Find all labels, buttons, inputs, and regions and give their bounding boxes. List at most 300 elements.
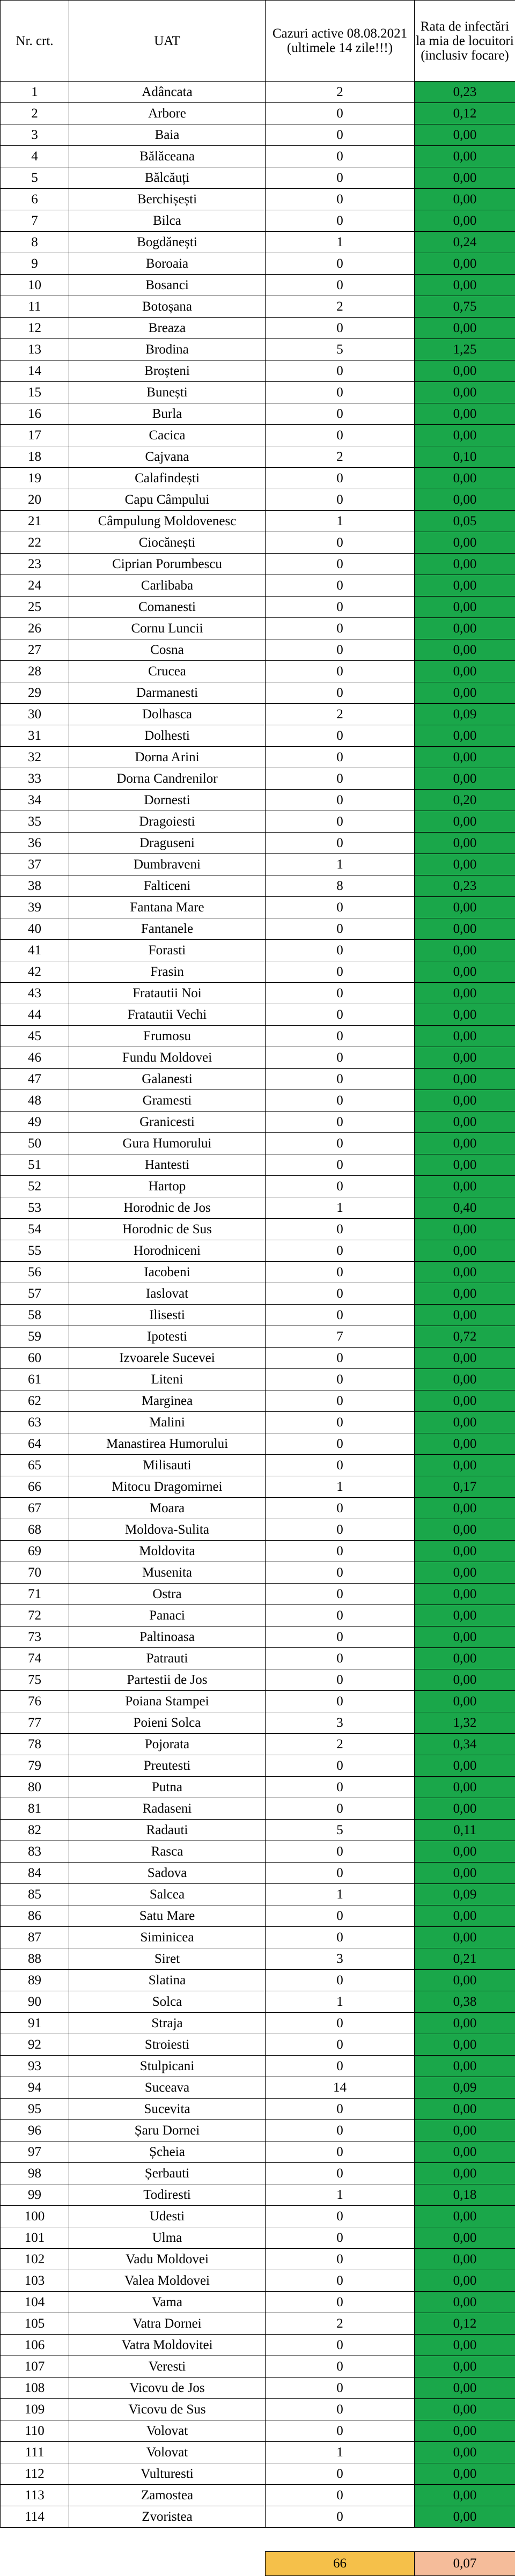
header-rate: Rata de infectări la mia de locuitori (inclusiv focare) bbox=[415, 1, 515, 82]
cell-rate: 0,00 bbox=[415, 2141, 515, 2163]
cell-nr: 20 bbox=[1, 489, 69, 511]
cell-uat: Stroiesti bbox=[69, 2034, 266, 2056]
table-row bbox=[1, 1262, 515, 1283]
cell-cases: 0 bbox=[266, 2356, 415, 2378]
cell-cases: 0 bbox=[266, 1412, 415, 1433]
cell-nr: 78 bbox=[1, 1734, 69, 1755]
cell-uat: Bunești bbox=[69, 382, 266, 403]
cell-rate: 0,00 bbox=[415, 1541, 515, 1562]
cell-uat: Cacica bbox=[69, 425, 266, 446]
cell-nr: 44 bbox=[1, 1004, 69, 1026]
cell-nr: 56 bbox=[1, 1262, 69, 1283]
cell-uat: Bălăceana bbox=[69, 146, 266, 167]
table-row bbox=[1, 1219, 515, 1240]
cell-cases: 0 bbox=[266, 489, 415, 511]
cell-cases: 1 bbox=[266, 1884, 415, 1905]
table-row bbox=[1, 167, 515, 189]
cell-cases: 0 bbox=[266, 1283, 415, 1305]
cell-nr: 108 bbox=[1, 2378, 69, 2399]
table-row bbox=[1, 1305, 515, 1326]
cell-rate: 0,00 bbox=[415, 2249, 515, 2270]
table-row bbox=[1, 597, 515, 618]
cell-rate: 0,00 bbox=[415, 725, 515, 747]
table-row bbox=[1, 1734, 515, 1755]
cell-cases: 0 bbox=[266, 725, 415, 747]
table-row bbox=[1, 296, 515, 318]
table-row bbox=[1, 489, 515, 511]
cell-uat: Fratautii Noi bbox=[69, 983, 266, 1004]
table-row bbox=[1, 1798, 515, 1820]
table-header bbox=[1, 1, 515, 82]
cell-rate: 0,00 bbox=[415, 2270, 515, 2292]
cell-cases: 0 bbox=[266, 1154, 415, 1176]
cell-cases: 0 bbox=[266, 1584, 415, 1605]
cell-uat: Todiresti bbox=[69, 2184, 266, 2206]
table-row bbox=[1, 1326, 515, 1348]
cell-uat: Ciprian Porumbescu bbox=[69, 554, 266, 575]
cell-cases: 0 bbox=[266, 2227, 415, 2249]
cell-cases: 0 bbox=[266, 1669, 415, 1691]
cell-uat: Slatina bbox=[69, 1970, 266, 1991]
cell-rate: 0,00 bbox=[415, 1970, 515, 1991]
cell-uat: Stulpicani bbox=[69, 2056, 266, 2077]
cell-nr: 69 bbox=[1, 1541, 69, 1562]
cell-cases: 0 bbox=[266, 1777, 415, 1798]
cell-uat: Liteni bbox=[69, 1369, 266, 1390]
table-row bbox=[1, 1777, 515, 1798]
cell-cases: 0 bbox=[266, 146, 415, 167]
cell-cases: 1 bbox=[266, 2442, 415, 2463]
cell-rate: 0,00 bbox=[415, 1154, 515, 1176]
cell-uat: Paltinoasa bbox=[69, 1626, 266, 1648]
cell-rate: 0,00 bbox=[415, 275, 515, 296]
cell-cases: 0 bbox=[266, 1755, 415, 1777]
cell-nr: 52 bbox=[1, 1176, 69, 1197]
cell-nr: 3 bbox=[1, 124, 69, 146]
cell-rate: 0,00 bbox=[415, 1605, 515, 1626]
cell-uat: Berchișești bbox=[69, 189, 266, 210]
cell-nr: 81 bbox=[1, 1798, 69, 1820]
cell-rate: 0,00 bbox=[415, 961, 515, 983]
cell-rate: 0,00 bbox=[415, 2442, 515, 2463]
cell-uat: Horodniceni bbox=[69, 1240, 266, 1262]
table-row bbox=[1, 1691, 515, 1712]
table-body bbox=[1, 82, 515, 2528]
cell-nr: 93 bbox=[1, 2056, 69, 2077]
cell-nr: 101 bbox=[1, 2227, 69, 2249]
cell-rate: 0,00 bbox=[415, 1004, 515, 1026]
table-row bbox=[1, 1047, 515, 1069]
cell-cases: 0 bbox=[266, 1798, 415, 1820]
cell-nr: 28 bbox=[1, 661, 69, 682]
cell-rate: 0,00 bbox=[415, 1798, 515, 1820]
cell-cases: 0 bbox=[266, 1455, 415, 1476]
cell-nr: 12 bbox=[1, 318, 69, 339]
cell-uat: Vulturesti bbox=[69, 2463, 266, 2485]
cell-cases: 0 bbox=[266, 1390, 415, 1412]
cell-rate: 0,00 bbox=[415, 2506, 515, 2528]
cell-uat: Dumbraveni bbox=[69, 854, 266, 875]
table-row bbox=[1, 2141, 515, 2163]
cell-cases: 0 bbox=[266, 532, 415, 554]
cell-nr: 104 bbox=[1, 2292, 69, 2313]
cell-rate: 0,00 bbox=[415, 2335, 515, 2356]
cell-nr: 82 bbox=[1, 1820, 69, 1841]
cell-cases: 0 bbox=[266, 2292, 415, 2313]
cell-rate: 0,00 bbox=[415, 747, 515, 768]
cell-cases: 2 bbox=[266, 446, 415, 468]
cell-rate: 0,00 bbox=[415, 854, 515, 875]
cell-uat: Darmanesti bbox=[69, 682, 266, 704]
cell-rate: 0,12 bbox=[415, 2313, 515, 2335]
table-row bbox=[1, 940, 515, 961]
cell-cases: 0 bbox=[266, 1626, 415, 1648]
cell-cases: 0 bbox=[266, 1605, 415, 1626]
cell-rate: 0,00 bbox=[415, 983, 515, 1004]
cell-cases: 0 bbox=[266, 1348, 415, 1369]
cell-cases: 0 bbox=[266, 1541, 415, 1562]
cell-uat: Horodnic de Sus bbox=[69, 1219, 266, 1240]
cell-uat: Burla bbox=[69, 403, 266, 425]
cell-rate: 0,00 bbox=[415, 1691, 515, 1712]
cell-cases: 0 bbox=[266, 1112, 415, 1133]
table-row bbox=[1, 1348, 515, 1369]
cell-nr: 106 bbox=[1, 2335, 69, 2356]
cell-uat: Gramesti bbox=[69, 1090, 266, 1112]
cell-rate: 0,00 bbox=[415, 146, 515, 167]
cell-rate: 0,09 bbox=[415, 2077, 515, 2099]
table-row bbox=[1, 1004, 515, 1026]
cell-rate: 0,23 bbox=[415, 875, 515, 897]
table-row bbox=[1, 682, 515, 704]
cell-cases: 1 bbox=[266, 511, 415, 532]
table-row bbox=[1, 425, 515, 446]
cell-nr: 47 bbox=[1, 1069, 69, 1090]
table-row bbox=[1, 210, 515, 232]
table-row bbox=[1, 639, 515, 661]
table-row bbox=[1, 2485, 515, 2506]
cell-uat: Vatra Dornei bbox=[69, 2313, 266, 2335]
cell-cases: 0 bbox=[266, 382, 415, 403]
header-row bbox=[1, 1, 515, 82]
cell-rate: 0,00 bbox=[415, 189, 515, 210]
table-row bbox=[1, 2335, 515, 2356]
cell-rate: 0,00 bbox=[415, 403, 515, 425]
cell-cases: 5 bbox=[266, 1820, 415, 1841]
table-row bbox=[1, 2163, 515, 2184]
cell-cases: 0 bbox=[266, 2163, 415, 2184]
cell-uat: Gura Humorului bbox=[69, 1133, 266, 1154]
table-row bbox=[1, 961, 515, 983]
cell-nr: 35 bbox=[1, 811, 69, 833]
table-row bbox=[1, 1755, 515, 1777]
cell-cases: 0 bbox=[266, 1240, 415, 1262]
cell-uat: Dolhesti bbox=[69, 725, 266, 747]
cell-cases: 0 bbox=[266, 189, 415, 210]
cell-rate: 0,00 bbox=[415, 833, 515, 854]
cell-cases: 2 bbox=[266, 1734, 415, 1755]
cell-rate: 0,05 bbox=[415, 511, 515, 532]
table-row bbox=[1, 1948, 515, 1970]
cell-nr: 37 bbox=[1, 854, 69, 875]
cell-uat: Straja bbox=[69, 2013, 266, 2034]
table-row bbox=[1, 661, 515, 682]
table-row bbox=[1, 511, 515, 532]
cell-uat: Pojorata bbox=[69, 1734, 266, 1755]
cell-nr: 87 bbox=[1, 1927, 69, 1948]
cell-nr: 109 bbox=[1, 2399, 69, 2420]
cell-uat: Frumosu bbox=[69, 1026, 266, 1047]
cell-cases: 0 bbox=[266, 1369, 415, 1390]
cell-uat: Siminicea bbox=[69, 1927, 266, 1948]
cell-cases: 0 bbox=[266, 2420, 415, 2442]
cell-rate: 0,00 bbox=[415, 2399, 515, 2420]
header-nr: Nr. crt. bbox=[1, 1, 69, 82]
cell-cases: 5 bbox=[266, 339, 415, 360]
cell-nr: 41 bbox=[1, 940, 69, 961]
table-row bbox=[1, 1390, 515, 1412]
table-row bbox=[1, 2420, 515, 2442]
cell-rate: 0,00 bbox=[415, 1626, 515, 1648]
table-row bbox=[1, 2184, 515, 2206]
table-row bbox=[1, 1605, 515, 1626]
cell-nr: 4 bbox=[1, 146, 69, 167]
cell-cases: 0 bbox=[266, 940, 415, 961]
cell-cases: 0 bbox=[266, 2120, 415, 2141]
cell-nr: 2 bbox=[1, 103, 69, 124]
cell-nr: 92 bbox=[1, 2034, 69, 2056]
cell-uat: Botoșana bbox=[69, 296, 266, 318]
cell-nr: 88 bbox=[1, 1948, 69, 1970]
cell-uat: Fantanele bbox=[69, 918, 266, 940]
cell-cases: 0 bbox=[266, 897, 415, 918]
cell-rate: 0,00 bbox=[415, 2163, 515, 2184]
cell-rate: 0,00 bbox=[415, 918, 515, 940]
cell-rate: 0,00 bbox=[415, 1777, 515, 1798]
cell-cases: 0 bbox=[266, 425, 415, 446]
cell-uat: Solca bbox=[69, 1991, 266, 2013]
cell-nr: 72 bbox=[1, 1605, 69, 1626]
cell-uat: Musenita bbox=[69, 1562, 266, 1584]
cell-nr: 24 bbox=[1, 575, 69, 597]
table-row bbox=[1, 875, 515, 897]
cell-cases: 0 bbox=[266, 1047, 415, 1069]
table-row bbox=[1, 575, 515, 597]
cell-nr: 32 bbox=[1, 747, 69, 768]
table-row bbox=[1, 2378, 515, 2399]
table-row bbox=[1, 747, 515, 768]
cell-cases: 0 bbox=[266, 2335, 415, 2356]
cell-cases: 0 bbox=[266, 2506, 415, 2528]
total-cases-cell: 66 bbox=[266, 2552, 415, 2576]
cell-nr: 54 bbox=[1, 1219, 69, 1240]
cell-nr: 79 bbox=[1, 1755, 69, 1777]
cell-rate: 0,00 bbox=[415, 2013, 515, 2034]
cell-cases: 3 bbox=[266, 1948, 415, 1970]
cell-nr: 91 bbox=[1, 2013, 69, 2034]
table-row bbox=[1, 2506, 515, 2528]
cell-rate: 0,00 bbox=[415, 1927, 515, 1948]
table-row bbox=[1, 532, 515, 554]
cell-uat: Brodina bbox=[69, 339, 266, 360]
header-cases: Cazuri active 08.08.2021 (ultimele 14 zile!!!) bbox=[266, 1, 415, 82]
cell-cases: 1 bbox=[266, 1991, 415, 2013]
table-row bbox=[1, 1197, 515, 1219]
cell-nr: 51 bbox=[1, 1154, 69, 1176]
cell-rate: 0,00 bbox=[415, 1755, 515, 1777]
cell-rate: 0,00 bbox=[415, 1305, 515, 1326]
cell-cases: 0 bbox=[266, 1069, 415, 1090]
cell-nr: 105 bbox=[1, 2313, 69, 2335]
cell-nr: 97 bbox=[1, 2141, 69, 2163]
cell-cases: 0 bbox=[266, 1090, 415, 1112]
cell-nr: 10 bbox=[1, 275, 69, 296]
cell-cases: 2 bbox=[266, 82, 415, 103]
table-row bbox=[1, 790, 515, 811]
cell-nr: 71 bbox=[1, 1584, 69, 1605]
table-row bbox=[1, 1884, 515, 1905]
cell-uat: Zvoristea bbox=[69, 2506, 266, 2528]
table-row bbox=[1, 2442, 515, 2463]
cell-uat: Calafindești bbox=[69, 468, 266, 489]
cell-rate: 0,09 bbox=[415, 704, 515, 725]
cell-nr: 61 bbox=[1, 1369, 69, 1390]
cell-nr: 49 bbox=[1, 1112, 69, 1133]
cell-cases: 0 bbox=[266, 2485, 415, 2506]
cell-rate: 0,00 bbox=[415, 2485, 515, 2506]
cell-nr: 114 bbox=[1, 2506, 69, 2528]
cell-rate: 0,12 bbox=[415, 103, 515, 124]
table-row bbox=[1, 103, 515, 124]
cell-uat: Forasti bbox=[69, 940, 266, 961]
cell-nr: 48 bbox=[1, 1090, 69, 1112]
table-row bbox=[1, 1412, 515, 1433]
table-row bbox=[1, 768, 515, 790]
cell-uat: Dragoiesti bbox=[69, 811, 266, 833]
cell-nr: 55 bbox=[1, 1240, 69, 1262]
cell-uat: Poieni Solca bbox=[69, 1712, 266, 1734]
table-row bbox=[1, 1369, 515, 1390]
cell-rate: 0,00 bbox=[415, 1069, 515, 1090]
cell-nr: 9 bbox=[1, 253, 69, 275]
cell-uat: Poiana Stampei bbox=[69, 1691, 266, 1712]
cell-rate: 0,00 bbox=[415, 2120, 515, 2141]
cell-rate: 0,00 bbox=[415, 1455, 515, 1476]
cell-rate: 0,00 bbox=[415, 2034, 515, 2056]
table-row bbox=[1, 1648, 515, 1669]
header-uat: UAT bbox=[69, 1, 266, 82]
cell-uat: Granicesti bbox=[69, 1112, 266, 1133]
cell-uat: Cosna bbox=[69, 639, 266, 661]
table-footer bbox=[1, 2528, 515, 2576]
cell-rate: 0,00 bbox=[415, 1863, 515, 1884]
cell-rate: 0,00 bbox=[415, 811, 515, 833]
spacer-row bbox=[1, 2528, 515, 2552]
cell-uat: Iacobeni bbox=[69, 1262, 266, 1283]
cell-rate: 0,09 bbox=[415, 1884, 515, 1905]
cell-nr: 58 bbox=[1, 1305, 69, 1326]
cell-rate: 0,23 bbox=[415, 82, 515, 103]
table-row bbox=[1, 618, 515, 639]
cell-cases: 0 bbox=[266, 2378, 415, 2399]
table-row bbox=[1, 2120, 515, 2141]
cell-uat: Fratautii Vechi bbox=[69, 1004, 266, 1026]
table-row bbox=[1, 2249, 515, 2270]
cell-nr: 68 bbox=[1, 1519, 69, 1541]
cell-cases: 0 bbox=[266, 661, 415, 682]
cell-nr: 57 bbox=[1, 1283, 69, 1305]
table-row bbox=[1, 2313, 515, 2335]
cell-nr: 18 bbox=[1, 446, 69, 468]
cell-rate: 0,00 bbox=[415, 597, 515, 618]
table-row bbox=[1, 1498, 515, 1519]
cell-uat: Ipotesti bbox=[69, 1326, 266, 1348]
cell-uat: Radaseni bbox=[69, 1798, 266, 1820]
cell-uat: Baia bbox=[69, 124, 266, 146]
cell-uat: Iaslovat bbox=[69, 1283, 266, 1305]
table-row bbox=[1, 2270, 515, 2292]
cell-rate: 0,00 bbox=[415, 1047, 515, 1069]
cell-nr: 39 bbox=[1, 897, 69, 918]
cell-uat: Partestii de Jos bbox=[69, 1669, 266, 1691]
cell-rate: 0,00 bbox=[415, 1026, 515, 1047]
cell-uat: Vicovu de Jos bbox=[69, 2378, 266, 2399]
table-row bbox=[1, 2463, 515, 2485]
cell-nr: 75 bbox=[1, 1669, 69, 1691]
table-row bbox=[1, 2034, 515, 2056]
cell-nr: 16 bbox=[1, 403, 69, 425]
cell-cases: 0 bbox=[266, 2399, 415, 2420]
cell-nr: 7 bbox=[1, 210, 69, 232]
cell-uat: Veresti bbox=[69, 2356, 266, 2378]
cell-cases: 2 bbox=[266, 704, 415, 725]
cell-uat: Comanesti bbox=[69, 597, 266, 618]
cell-uat: Hartop bbox=[69, 1176, 266, 1197]
cell-rate: 0,00 bbox=[415, 2420, 515, 2442]
cell-uat: Zamostea bbox=[69, 2485, 266, 2506]
table-row bbox=[1, 554, 515, 575]
cell-nr: 90 bbox=[1, 1991, 69, 2013]
cell-uat: Bogdănești bbox=[69, 232, 266, 253]
cell-rate: 0,11 bbox=[415, 1820, 515, 1841]
cell-nr: 25 bbox=[1, 597, 69, 618]
cell-uat: Suceava bbox=[69, 2077, 266, 2099]
cell-uat: Bălcăuți bbox=[69, 167, 266, 189]
cell-cases: 0 bbox=[266, 1648, 415, 1669]
cell-nr: 23 bbox=[1, 554, 69, 575]
cell-cases: 0 bbox=[266, 360, 415, 382]
cell-rate: 0,00 bbox=[415, 124, 515, 146]
cell-cases: 0 bbox=[266, 167, 415, 189]
cell-rate: 0,00 bbox=[415, 1133, 515, 1154]
cell-cases: 1 bbox=[266, 232, 415, 253]
cell-nr: 66 bbox=[1, 1476, 69, 1498]
table-row bbox=[1, 1863, 515, 1884]
total-blank-nr bbox=[1, 2552, 69, 2576]
cell-cases: 0 bbox=[266, 403, 415, 425]
cell-cases: 0 bbox=[266, 253, 415, 275]
cell-uat: Milisauti bbox=[69, 1455, 266, 1476]
cell-nr: 22 bbox=[1, 532, 69, 554]
table-row bbox=[1, 1283, 515, 1305]
cell-nr: 1 bbox=[1, 82, 69, 103]
cell-nr: 31 bbox=[1, 725, 69, 747]
cell-rate: 0,75 bbox=[415, 296, 515, 318]
cell-rate: 1,25 bbox=[415, 339, 515, 360]
cell-nr: 40 bbox=[1, 918, 69, 940]
cell-uat: Putna bbox=[69, 1777, 266, 1798]
table-row bbox=[1, 1669, 515, 1691]
